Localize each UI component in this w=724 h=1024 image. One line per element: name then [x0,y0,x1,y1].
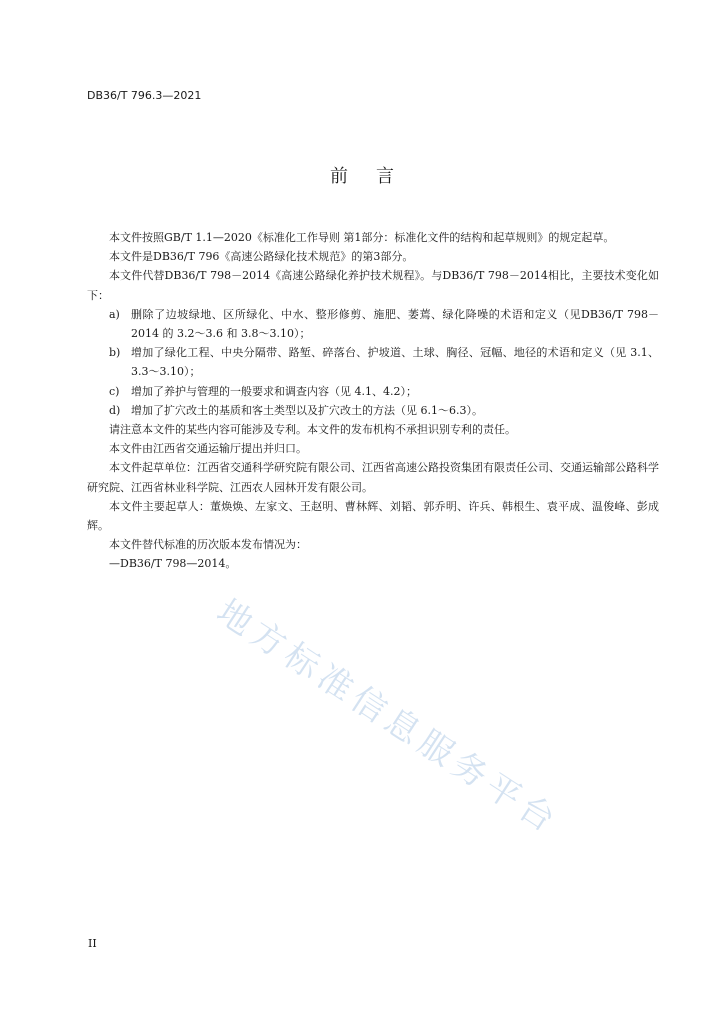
change-item-a [87,305,659,343]
change-item-text: 增加了养护与管理的一般要求和调查内容（见 4.1、4.2）； [131,384,417,398]
paragraph-drafters: 本文件主要起草人：董焕焕、左家文、王赵明、曹林辉、刘韬、郭乔明、许兵、韩根生、袁平成、温俊峰、彭成辉。 [87,499,659,533]
change-item-text: 增加了扩穴改土的基质和客土类型以及扩穴改土的方法（见 6.1～6.3）。 [131,403,483,417]
paragraph-drafting-rules: 本文件按照GB/T 1.1—2020《标准化工作导则 第1部分：标准化文件的结构和起草规则》的规定起草。 [109,231,615,244]
paragraph-part-info: 本文件是DB36/T 796《高速公路绿化技术规范》的第3部分。 [109,250,414,264]
change-item-c [87,382,659,401]
paragraph-history-intro: 本文件替代标准的历次版本发布情况为： [109,538,307,552]
change-item-marker: b) [109,346,121,360]
change-item-marker: c) [109,384,120,398]
change-item-marker: d) [109,403,121,417]
change-item-marker: a) [109,307,120,321]
change-item-text: 删除了边坡绿地、区所绿化、中水、整形修剪、施肥、萎蔫、绿化降噪的术语和定义（见DB36/T 798－2014 的 3.2～3.6 和 3.8～3.10）； [131,307,659,341]
preface-body [87,228,659,574]
change-item-text: 增加了绿化工程、中央分隔带、路堑、碎落台、护坡道、土球、胸径、冠幅、地径的术语和定义（见 3.1、3.3～3.10）； [131,346,659,379]
document-number: DB36/T 796.3—2021 [87,89,202,102]
paragraph-drafting-units: 本文件起草单位：江西省交通科学研究院有限公司、江西省高速公路投资集团有限责任公司、交通运输部公路科学研究院、江西省林业科学院、江西农人园林开发有限公司。 [87,461,659,494]
page-title [0,162,724,188]
paragraph-history-item: —DB36/T 798—2014。 [109,557,237,571]
paragraph-replacement: 本文件代替DB36/T 798－2014《高速公路绿化养护技术规程》。与DB36/T 798－2014相比，主要技术变化如下： [87,269,659,302]
page-number: II [88,937,97,950]
paragraph-proposer: 本文件由江西省交通运输厅提出并归口。 [109,442,307,456]
title-char-1: 前 [330,166,348,187]
watermark-text: 地方标准信息服务平台 [209,591,567,844]
title-char-2: 言 [376,166,394,187]
paragraph-patent-notice: 请注意本文件的某些内容可能涉及专利。本文件的发布机构不承担识别专利的责任。 [109,423,516,437]
change-item-d [87,401,659,420]
change-item-b [87,343,659,381]
